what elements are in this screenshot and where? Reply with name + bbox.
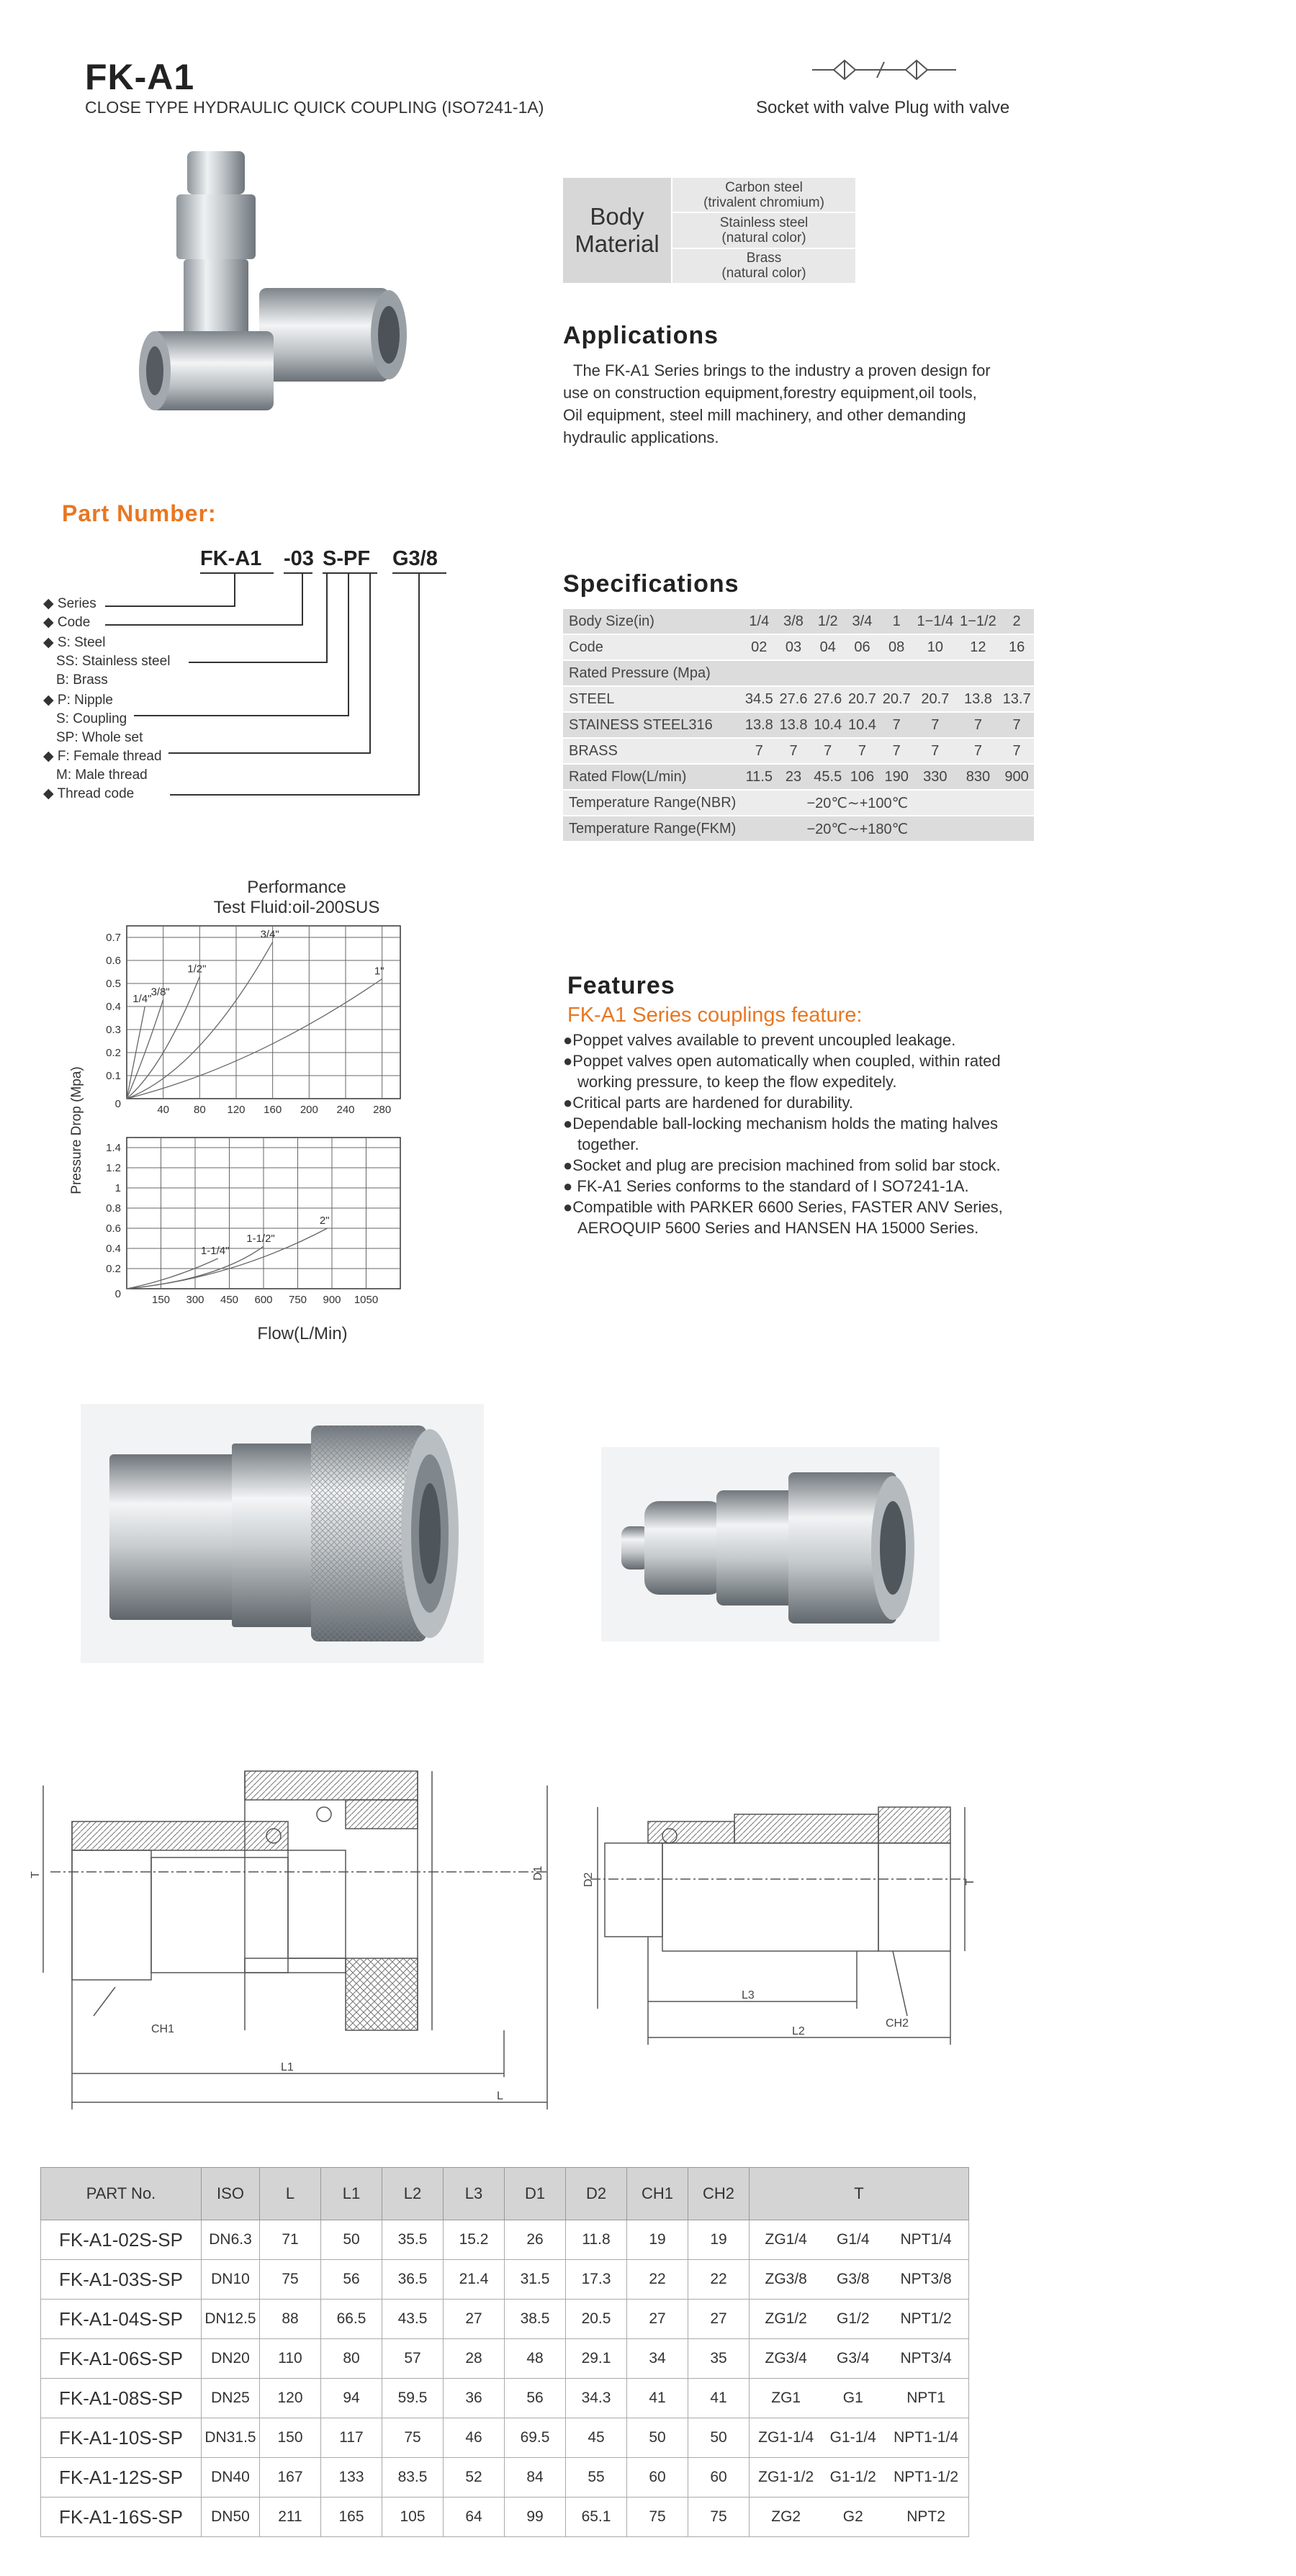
chart-subtitle: Test Fluid:oil-200SUS: [213, 898, 380, 917]
socket-cross-section-drawing: [29, 1757, 562, 2131]
material-row: Carbon steel (trivalent chromium): [672, 177, 856, 212]
table-row: FK-A1-03S-SP DN10 75 56 36.5 21.4 31.5 17.3 22 22 ZG3/8 G3/8 NPT3/8: [41, 2260, 969, 2300]
x-tick-label: 120: [227, 1104, 246, 1116]
table-row: FK-A1-08S-SP DN25 120 94 59.5 36 56 34.3 41 41 ZG1 G1 NPT1: [41, 2379, 969, 2418]
legend-item: M: Male thread: [56, 767, 148, 783]
dimension-table: [40, 2167, 969, 2537]
features-subheading: FK-A1 Series couplings feature:: [567, 1004, 863, 1027]
table-row: FK-A1-12S-SP DN40 167 133 83.5 52 84 55 60 60 ZG1-1/2 G1-1/2 NPT1-1/2: [41, 2458, 969, 2498]
table-row: Rated Pressure (Mpa): [563, 660, 1034, 686]
y-axis-label: Pressure Drop (Mpa): [69, 1066, 84, 1194]
part-code-thread: G3/8: [392, 547, 438, 570]
table-row: STEEL 34.5 27.6 27.6 20.7 20.7 20.7 13.8 13.7: [563, 686, 1034, 712]
list-item: ●Socket and plug are precision machined from solid bar stock.: [563, 1156, 1001, 1174]
x-tick-label: 280: [373, 1104, 392, 1116]
features-list: [563, 1030, 1024, 1238]
series-line: [127, 1258, 218, 1289]
plot-frame: [127, 926, 400, 1099]
legend-caption: Socket with valve Plug with valve: [756, 98, 1010, 117]
x-axis-label: Flow(L/Min): [257, 1324, 348, 1343]
list-item: ●Critical parts are hardened for durability.: [563, 1094, 853, 1112]
plug-photo: [601, 1447, 940, 1641]
list-item: ●Poppet valves available to prevent uncoupled leakage.: [563, 1031, 956, 1049]
table-row: BRASS 7 7 7 7 7 7 7 7: [563, 738, 1034, 764]
table-row: FK-A1-06S-SP DN20 110 80 57 28 48 29.1 34 35 ZG3/4 G3/4 NPT3/4: [41, 2339, 969, 2379]
legend-item: ◆ Code: [43, 615, 91, 630]
dim-label-l1: L1: [281, 2061, 294, 2073]
series-label: 1-1/4": [200, 1245, 230, 1257]
table-row: Code 02 03 04 06 08 10 12 16: [563, 634, 1034, 660]
legend-item: ◆ Series: [43, 596, 96, 611]
part-code-series: FK-A1: [200, 547, 262, 570]
body-material-table: [562, 176, 857, 284]
legend-item: B: Brass: [56, 672, 108, 688]
y-tick-label: 0.1: [106, 1070, 121, 1082]
dim-label-l2: L2: [792, 2025, 805, 2037]
x-tick-label: 40: [157, 1104, 170, 1116]
table-row: STAINESS STEEL316 13.8 13.8 10.4 10.4 7 7 7 7: [563, 712, 1034, 738]
legend-item: S: Coupling: [56, 711, 127, 726]
chart-title: Performance: [247, 878, 346, 897]
x-tick-label: 150: [151, 1294, 171, 1306]
part-code-size: -03: [284, 547, 314, 570]
y-tick-label: 1: [114, 1182, 121, 1194]
material-row: Brass (natural color): [672, 248, 856, 284]
legend-item: ◆ P: Nipple: [43, 693, 113, 708]
socket-photo: [81, 1404, 484, 1663]
applications-heading: Applications: [563, 322, 719, 349]
series-label: 1-1/2": [246, 1233, 275, 1246]
part-code-type: S-PF: [323, 547, 371, 570]
dim-label-l3: L3: [742, 1989, 755, 2001]
legend-item: ◆ F: Female thread: [43, 749, 162, 764]
x-tick-label: 160: [264, 1104, 282, 1116]
applications-text: The FK-A1 Series brings to the industry a proven design for use on construction equipment,forestry equipment,oil tools, Oil equipment, steel mill machinery, and other demanding hydraulic applications.: [563, 361, 991, 446]
performance-chart: [65, 871, 490, 1346]
dim-label-l: L: [497, 2090, 503, 2102]
legend-item: ◆ S: Steel: [43, 635, 106, 650]
y-tick-label: 0.4: [106, 1243, 121, 1255]
table-row: FK-A1-02S-SP DN6.3 71 50 35.5 15.2 26 11.8 19 19 ZG1/4 G1/4 NPT1/4: [41, 2220, 969, 2260]
y-tick-label: 1.4: [106, 1142, 121, 1154]
series-label: 2": [319, 1215, 330, 1227]
dim-label-d2: D2: [582, 1872, 595, 1887]
specifications-table: [563, 609, 1034, 842]
table-row: FK-A1-04S-SP DN12.5 88 66.5 43.5 27 38.5 20.5 27 27 ZG1/2 G1/2 NPT1/2: [41, 2300, 969, 2339]
x-tick-label: 1050: [354, 1294, 379, 1306]
page-title: FK-A1: [85, 57, 195, 97]
origin-label: 0: [114, 1288, 121, 1300]
features-heading: Features: [567, 972, 675, 999]
series-label: 1": [374, 965, 384, 978]
list-item: ●Dependable ball-locking mechanism holds the mating halves together.: [563, 1114, 998, 1153]
series-label: 1/4": [132, 993, 152, 1005]
valve-symbol-icon: [812, 52, 956, 88]
x-tick-label: 900: [323, 1294, 341, 1306]
list-item: ● FK-A1 Series conforms to the standard of I SO7241-1A.: [563, 1177, 969, 1195]
y-tick-label: 0.2: [106, 1263, 121, 1275]
y-tick-label: 1.2: [106, 1162, 121, 1174]
list-item: ●Compatible with PARKER 6600 Series, FASTER ANV Series, AEROQUIP 5600 Series and HANSEN HA 15000 Series.: [563, 1198, 1003, 1237]
dim-label-ch1: CH1: [151, 2023, 175, 2035]
x-tick-label: 300: [186, 1294, 204, 1306]
y-tick-label: 0.7: [106, 932, 121, 944]
y-tick-label: 0.4: [106, 1001, 121, 1013]
list-item: ●Poppet valves open automatically when coupled, within rated working pressure, to keep the flow expeditely.: [563, 1052, 1001, 1091]
legend-item: SS: Stainless steel: [56, 654, 171, 669]
y-tick-label: 0.6: [106, 1222, 121, 1235]
y-tick-label: 0.5: [106, 978, 121, 990]
plug-cross-section-drawing: [576, 1793, 979, 2095]
series-label: 3/4": [260, 928, 279, 941]
x-tick-label: 240: [336, 1104, 355, 1116]
specifications-heading: Specifications: [563, 570, 739, 598]
series-label: 1/2": [187, 963, 207, 976]
part-number-heading: Part Number:: [62, 500, 217, 526]
y-tick-label: 0.2: [106, 1047, 121, 1059]
dim-label-d1: D1: [532, 1865, 544, 1881]
table-header-row: PART No. ISO L L1 L2 L3 D1 D2 CH1 CH2 T: [41, 2168, 969, 2220]
dim-label-t-left: T: [30, 1871, 42, 1878]
table-row: FK-A1-10S-SP DN31.5 150 117 75 46 69.5 45 50 50 ZG1-1/4 G1-1/4 NPT1-1/4: [41, 2418, 969, 2458]
dim-label-ch2: CH2: [886, 2017, 909, 2030]
series-line: [127, 1228, 328, 1289]
origin-label: 0: [114, 1098, 121, 1110]
table-row: Temperature Range(FKM) −20℃∼+180℃: [563, 816, 1034, 842]
y-tick-label: 0.6: [106, 955, 121, 967]
table-row: Rated Flow(L/min) 11.5 23 45.5 106 190 330 830 900: [563, 764, 1034, 790]
body-material-label: Body Material: [562, 177, 672, 284]
y-tick-label: 0.3: [106, 1024, 121, 1036]
page-subtitle: CLOSE TYPE HYDRAULIC QUICK COUPLING (ISO7241-1A): [85, 98, 544, 117]
legend-item: SP: Whole set: [56, 730, 143, 745]
table-row: Temperature Range(NBR) −20℃∼+100℃: [563, 790, 1034, 816]
x-tick-label: 80: [193, 1104, 206, 1116]
table-row: Body Size(in) 1/4 3/8 1/2 3/4 1 1−1/4 1−1/2 2: [563, 609, 1034, 634]
series-label: 3/8": [150, 986, 170, 999]
dim-label-t-right: T: [964, 1878, 976, 1886]
x-tick-label: 450: [220, 1294, 239, 1306]
series-line: [127, 999, 163, 1099]
x-tick-label: 200: [300, 1104, 318, 1116]
table-row: FK-A1-16S-SP DN50 211 165 105 64 99 65.1 75 75 ZG2 G2 NPT2: [41, 2498, 969, 2537]
legend-item: ◆ Thread code: [43, 786, 135, 801]
x-tick-label: 600: [254, 1294, 273, 1306]
x-tick-label: 750: [288, 1294, 307, 1306]
y-tick-label: 0.8: [106, 1202, 121, 1215]
material-row: Stainless steel (natural color): [672, 212, 856, 248]
